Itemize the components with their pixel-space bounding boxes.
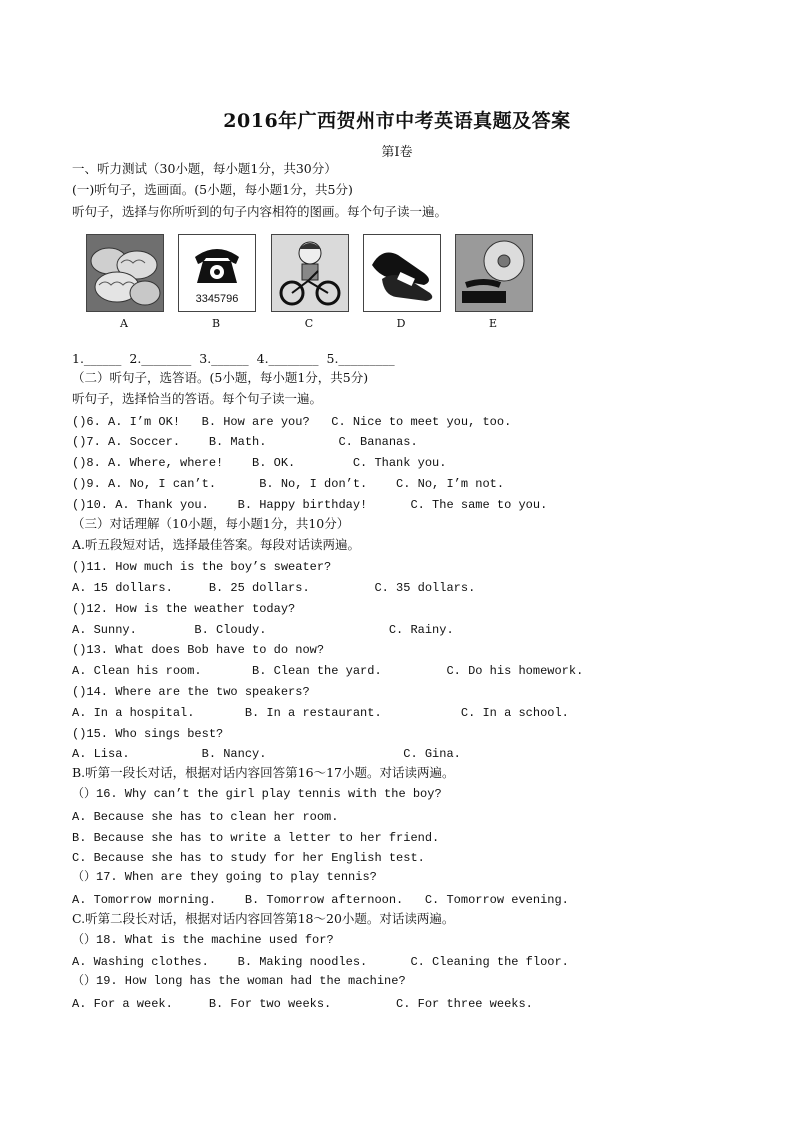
picture-label: A xyxy=(120,317,128,330)
picture-label: E xyxy=(488,317,498,330)
question-line: ()12. How is the weather today? xyxy=(72,602,296,616)
question-line: （）19. How long has the woman had the machine? xyxy=(72,974,406,988)
question-line: （）17. When are they going to play tennis? xyxy=(72,870,377,884)
question-line: C. Because she has to study for her English test. xyxy=(72,851,425,865)
volume-label: 第Ⅰ卷 xyxy=(381,145,413,160)
question-line: ()10. A. Thank you. B. Happy birthday! C. The same to you. xyxy=(72,498,548,512)
question-line: ()8. A. Where, where! B. OK. C. Thank you. xyxy=(72,456,447,470)
section-heading: 一、听力测试（30小题，每小题1分，共30分） xyxy=(72,161,337,176)
phone-number: 3345796 xyxy=(195,293,239,305)
picture-b xyxy=(178,234,256,312)
question-line: ()15. Who sings best? xyxy=(72,727,224,741)
question-line: A. 15 dollars. B. 25 dollars. C. 35 dollars. xyxy=(72,581,476,595)
picture-row xyxy=(86,234,536,334)
question-line: A. Washing clothes. B. Making noodles. C. Cleaning the floor. xyxy=(72,955,569,969)
question-line: A. Tomorrow morning. B. Tomorrow afternoon. C. Tomorrow evening. xyxy=(72,893,569,907)
part2-instruction: 听句子，选择恰当的答语。每个句子读一遍。 xyxy=(72,391,323,406)
question-line: A. For a week. B. For two weeks. C. For three weeks. xyxy=(72,997,533,1011)
part3-heading: （三）对话理解（10小题，每小题1分，共10分） xyxy=(72,516,350,531)
question-line: （）16. Why can’t the girl play tennis with the boy? xyxy=(72,787,442,801)
answer-blanks: 1.______ 2.________ 3.______ 4.________ 5._________ xyxy=(72,351,395,366)
question-line: （）18. What is the machine used for? xyxy=(72,933,334,947)
picture-c xyxy=(271,234,349,312)
picture-d xyxy=(363,234,441,312)
part2-heading: （二）听句子，选答语。(5小题，每小题1分，共5分) xyxy=(72,370,369,385)
question-line: A. Because she has to clean her room. xyxy=(72,810,339,824)
question-line: ()14. Where are the two speakers? xyxy=(72,685,310,699)
part1-heading: (一)听句子，选画面。(5小题，每小题1分，共5分) xyxy=(72,182,353,197)
picture-a xyxy=(86,234,164,312)
question-line: A. Clean his room. B. Clean the yard. C. Do his homework. xyxy=(72,664,584,678)
question-line: ()9. A. No, I can’t. B. No, I don’t. C. No, I’m not. xyxy=(72,477,505,491)
question-line: ()13. What does Bob have to do now? xyxy=(72,643,325,657)
question-line: ()11. How much is the boy’s sweater? xyxy=(72,560,332,574)
telephone-icon xyxy=(179,235,255,295)
part3c-instruction: C.听第二段长对话，根据对话内容回答第18～20小题。对话读两遍。 xyxy=(72,911,455,926)
picture-e xyxy=(455,234,533,312)
question-line: B. Because she has to write a letter to her friend. xyxy=(72,831,440,845)
part3b-instruction: B.听第一段长对话，根据对话内容回答第16～17小题。对话读两遍。 xyxy=(72,765,455,780)
question-line: ()6. A. I’m OK! B. How are you? C. Nice to meet you, too. xyxy=(72,415,512,429)
page-title: 2016年广西贺州市中考英语真题及答案 xyxy=(223,110,571,132)
question-line: A. In a hospital. B. In a restaurant. C. In a school. xyxy=(72,706,569,720)
picture-label: D xyxy=(396,317,406,330)
part3a-instruction: A.听五段短对话，选择最佳答案。每段对话读两遍。 xyxy=(72,537,361,552)
question-line: ()7. A. Soccer. B. Math. C. Bananas. xyxy=(72,435,418,449)
question-line: A. Sunny. B. Cloudy. C. Rainy. xyxy=(72,623,454,637)
question-line: A. Lisa. B. Nancy. C. Gina. xyxy=(72,747,461,761)
picture-label: B xyxy=(211,317,221,330)
picture-label: C xyxy=(304,317,314,330)
part1-instruction: 听句子，选择与你所听到的句子内容相符的图画。每个句子读一遍。 xyxy=(72,204,448,219)
